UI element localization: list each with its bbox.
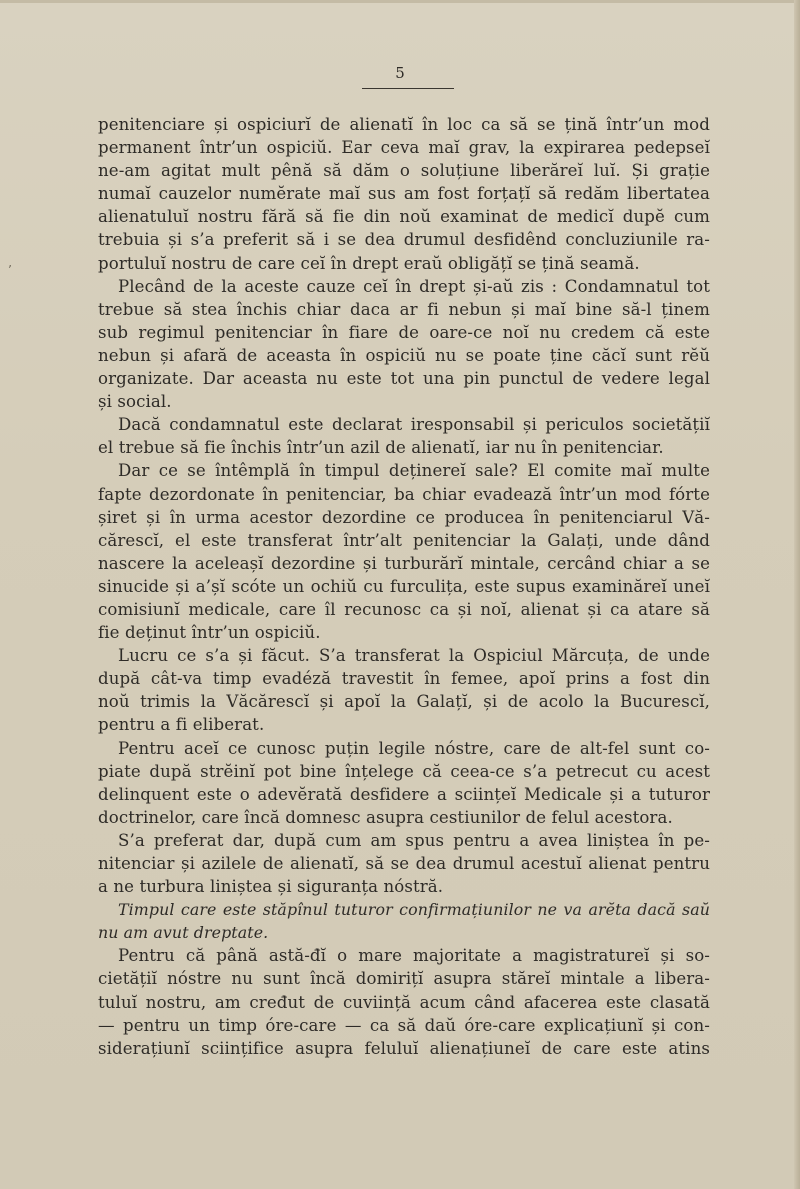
text-line: Plecând de la aceste cauze ceĭ în drept și-aŭ zis : Condamnatul tot: [118, 276, 710, 296]
text-line: numaĭ cauzelor numĕrate maĭ sus am fost forțațĭ să redăm libertatea: [98, 184, 710, 204]
text-line: doctrinelor, care încă domnesc asupra cestiunilor de felul acestora.: [98, 807, 673, 827]
text-line: delinquent este o adevĕrată desfidere a sciințeĭ Medicale și a tuturor: [98, 784, 710, 804]
margin-mark: ’: [8, 263, 12, 277]
text-line: Timpul care este stăpînul tuturor confirmațiunilor ne va arĕta dacă saŭ: [118, 900, 710, 920]
text-line: tuluĭ nostru, am cređut de cuviință acum când afacerea este clasată: [98, 992, 710, 1012]
text-line: penitenciare și ospiciurĭ de alienatĭ în loc ca să se țină într’un mod: [98, 115, 710, 134]
text-line: pentru a fi eliberat.: [98, 715, 265, 735]
text-line: trebuia și s’a preferit să i se dea drumul desfidênd concluziunile ra-: [98, 230, 710, 250]
text-line: Pentru că până astă-đĭ o mare majoritate a magistratureĭ și so-: [118, 946, 710, 966]
text-line: nebun și afară de aceasta în ospiciŭ nu se poate ține căcĭ sunt rĕŭ: [98, 345, 710, 365]
page-right-edge: [794, 0, 800, 1189]
text-line: cărescĭ, el este transferat într’alt penitenciar la Galați, unde dând: [98, 530, 710, 550]
text-line: comisiunĭ medicale, care îl recunosc ca și noĭ, alienat și ca atare să: [98, 599, 710, 619]
text-line: nitenciar și azilele de alienatĭ, să se dea drumul acestuĭ alienat pentru: [98, 854, 710, 873]
text-line: nu am avut dreptate.: [98, 923, 269, 943]
text-line: ne-am agitat mult pênă să dăm o soluțiune liberăreĭ luĭ. Și grație: [98, 161, 710, 181]
page-top-edge: [0, 0, 800, 3]
text-line: S’a preferat dar, după cum am spus pentru a avea liniștea în pe-: [118, 830, 710, 850]
text-line: nascere la aceleașĭ dezordine și turburărĭ mintale, cercând chiar a se: [98, 553, 710, 573]
text-line: Dacă condamnatul este declarat iresponsabil și periculos societățiĭ: [118, 415, 710, 435]
text-line: permanent într’un ospiciŭ. Ear ceva maĭ grav, la expirarea pedepseĭ: [98, 138, 710, 158]
text-line: fie deținut într’un ospiciŭ.: [98, 623, 321, 643]
text-line: trebue să stea închis chiar daca ar fi nebun și maĭ bine să-l ținem: [98, 299, 710, 319]
text-line: el trebue să fie închis într’un azil de alienatĭ, iar nu în penitenciar.: [98, 438, 664, 458]
text-line: siderațiunĭ sciințifice asupra feluluĭ alienațiuneĭ de care este atins: [98, 1038, 710, 1058]
text-line: portuluĭ nostru de care ceĭ în drept eraŭ obligățĭ se țină seamă.: [98, 253, 640, 273]
text-line: cietățiĭ nóstre nu sunt încă domirițĭ asupra stăreĭ mintale a libera-: [98, 969, 710, 989]
text-line: după cât-va timp evadéză travestit în femee, apoĭ prins a fost din: [98, 669, 710, 689]
page-number-rule: [362, 88, 454, 89]
page-number: 5: [395, 64, 405, 82]
body-text: [98, 113, 710, 1060]
text-line: sub regimul penitenciar în fiare de oare-ce noĭ nu credem că este: [98, 322, 710, 342]
text-line: a ne turbura liniștea și siguranța nóstră.: [98, 877, 444, 897]
text-line: Lucru ce s’a și făcut. S’a transferat la Ospiciul Mărcuța, de unde: [118, 646, 710, 666]
text-line: alienatuluĭ nostru fără să fie din noŭ examinat de medicĭ dupĕ cum: [98, 207, 710, 227]
text-line: și social.: [98, 392, 172, 412]
text-line: — pentru un timp óre-care — ca să daŭ óre-care explicațiunĭ și con-: [98, 1015, 710, 1035]
text-line: noŭ trimis la Văcărescĭ și apoĭ la Galațĭ, și de acolo la Bucurescĭ,: [98, 692, 710, 712]
text-line: piate după strĕinĭ pot bine înțelege că ceea-ce s’a petrecut cu acest: [98, 761, 710, 781]
text-line: Dar ce se întêmplă în timpul deținereĭ sale? El comite maĭ multe: [118, 461, 710, 481]
text-line: organizate. Dar aceasta nu este tot una pin punctul de vedere legal: [98, 369, 710, 389]
text-line: șiret și în urma acestor dezordine ce producea în penitenciarul Vă-: [98, 507, 710, 527]
text-line: fapte dezordonate în penitenciar, ba chiar evadează într’un mod fórte: [98, 484, 710, 504]
text-line: Pentru aceĭ ce cunosc puțin legile nóstre, care de alt-fel sunt co-: [118, 738, 710, 758]
text-line: sinucide și a’șĭ scóte un ochiŭ cu furculița, este supus examinăreĭ uneĭ: [98, 576, 710, 596]
